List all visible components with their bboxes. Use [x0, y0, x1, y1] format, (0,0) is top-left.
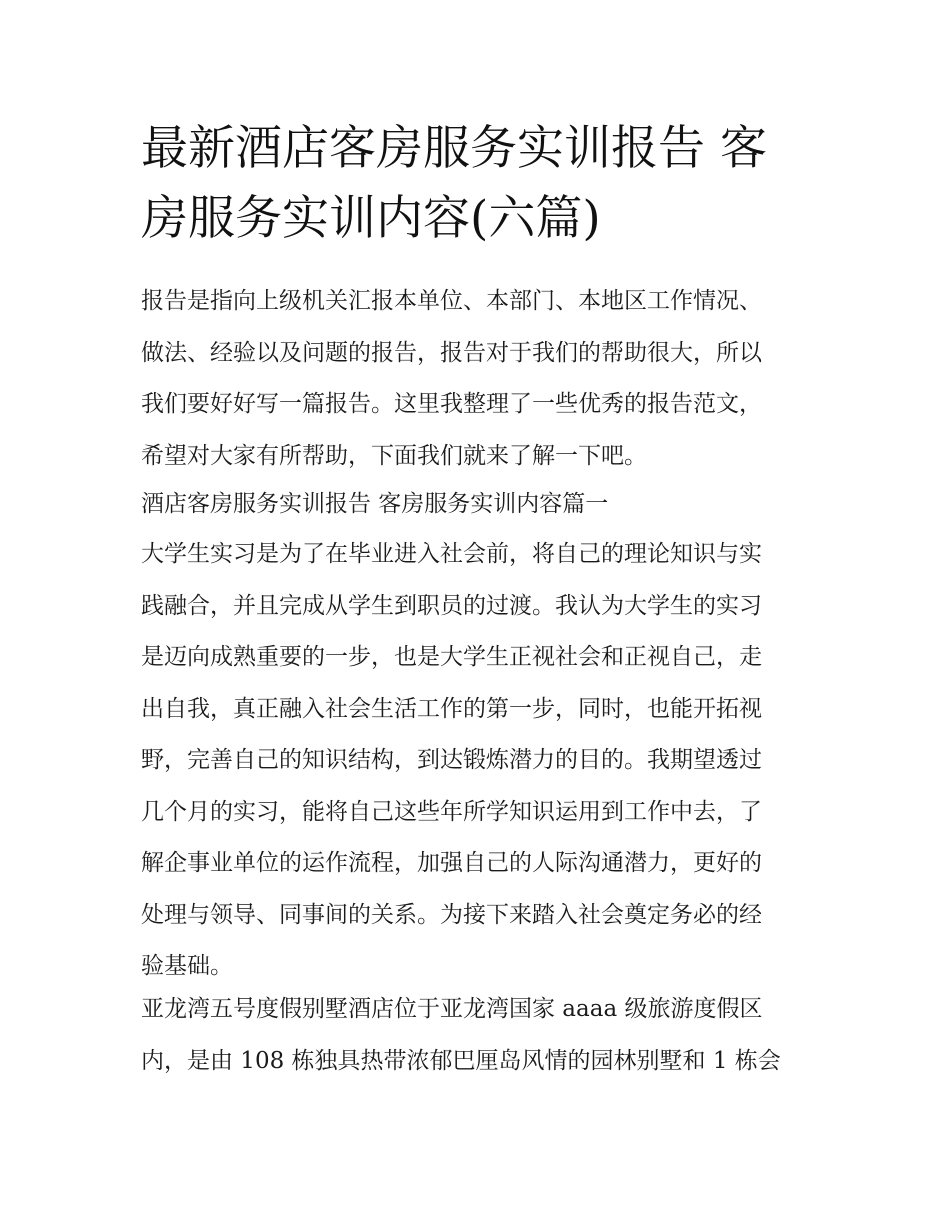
document-title: 最新酒店客房服务实训报告 客 房服务实训内容(六篇) [141, 121, 767, 246]
intro-paragraph: 报告是指向上级机关汇报本单位、本部门、本地区工作情况、 做法、经验以及问题的报告，报告对于我们的帮助很大，所以 我们要好好写一篇报告。这里我整理了一些优秀的报告范文， 希望对大家有所帮助，下面我们就来了解一下吧。 [141, 288, 762, 469]
section-heading: 酒店客房服务实训报告 客房服务实训内容篇一 [141, 491, 609, 517]
body-paragraph: 大学生实习是为了在毕业进入社会前，将自己的理论知识与实 践融合，并且完成从学生到职员的过渡。我认为大学生的实习 是迈向成熟重要的一步，也是大学生正视社会和正视自己，走 出自我，真正融入社会生活工作的第一步，同时，也能开拓视 野，完善自己的知识结构，到达锻炼潜力的目的。我期望透过 几个月的实习，能将自己这些年所学知识运用到工作中去，了 解企事业单位的运作流程，加强自己的人际沟通潜力，更好的 处理与领导、同事间的关系。为接下来踏入社会奠定务必的经 验基础。 [141, 541, 762, 979]
body-paragraph: 亚龙湾五号度假别墅酒店位于亚龙湾国家 aaaa 级旅游度假区 内，是由 108 栋独具热带浓郁巴厘岛风情的园林别墅和 1 栋会 [141, 996, 781, 1074]
